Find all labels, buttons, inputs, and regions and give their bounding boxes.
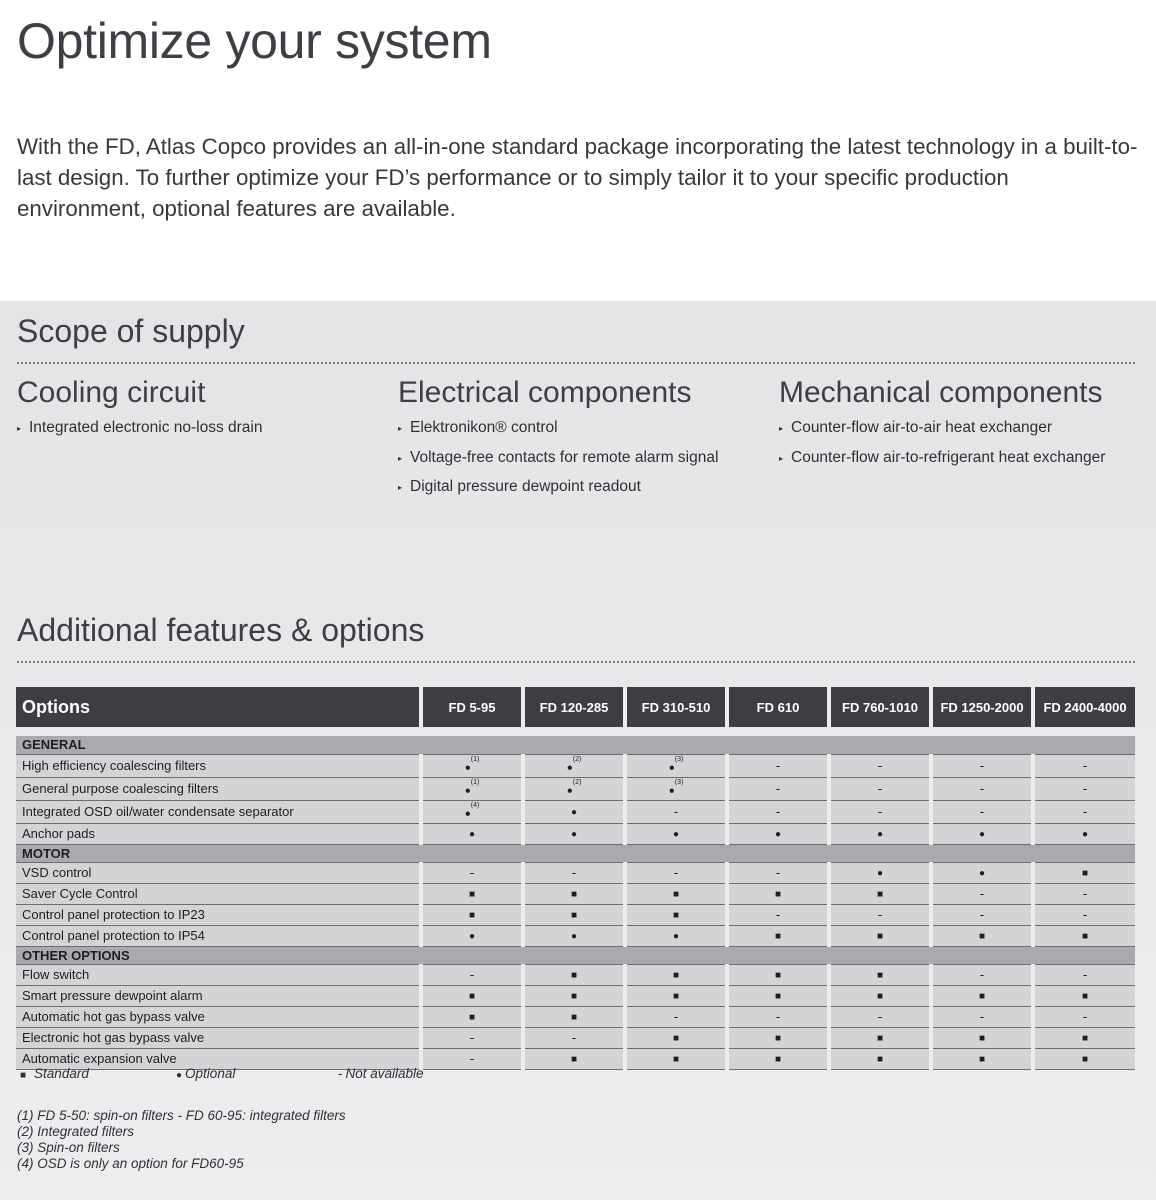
optional-dot-icon: ●: [978, 868, 986, 880]
standard-square-icon: ■: [774, 931, 782, 943]
divider: [17, 362, 1135, 364]
standard-square-icon: ■: [978, 931, 986, 943]
table-row: [16, 986, 1135, 1007]
availability-cell: [829, 905, 931, 926]
not-available-dash-icon: -: [469, 1051, 475, 1067]
availability-cell: [625, 777, 727, 800]
footnote-ref: (1): [470, 755, 480, 763]
option-label: High efficiency coalescing filters: [16, 754, 421, 777]
standard-square-icon: ■: [20, 1070, 27, 1081]
standard-square-icon: ■: [570, 910, 578, 922]
availability-cell: [931, 905, 1033, 926]
availability-cell: [421, 905, 523, 926]
availability-cell: [829, 801, 931, 824]
optional-dot-icon: ●: [468, 829, 476, 841]
availability-cell: [931, 884, 1033, 905]
standard-square-icon: ■: [570, 1012, 578, 1024]
not-available-dash-icon: -: [1082, 757, 1088, 773]
not-available-dash-icon: -: [673, 865, 679, 881]
standard-square-icon: ■: [1081, 931, 1089, 943]
option-label: Integrated OSD oil/water condensate separator: [16, 801, 421, 824]
availability-cell: [727, 1007, 829, 1028]
availability-cell: [931, 1049, 1033, 1070]
page-title: Optimize your system: [17, 13, 492, 69]
availability-cell: [625, 926, 727, 947]
standard-square-icon: ■: [672, 1033, 680, 1045]
category-label: OTHER OPTIONS: [16, 947, 1135, 965]
bullet-triangle-icon: ▸: [398, 453, 403, 463]
header-cell: FD 760-1010: [829, 687, 931, 727]
bullet-triangle-icon: ▸: [779, 424, 784, 433]
standard-square-icon: ■: [672, 991, 680, 1003]
optional-dot-icon: ●: [464, 761, 471, 773]
footnote-ref: (3): [674, 755, 684, 763]
not-available-dash-icon: -: [673, 804, 679, 820]
option-label: Automatic expansion valve: [16, 1049, 421, 1070]
availability-cell: [523, 863, 625, 884]
standard-square-icon: ■: [774, 889, 782, 901]
table-row: [16, 1028, 1135, 1049]
header-cell: Options: [16, 687, 421, 727]
footnote-ref: (2): [572, 755, 582, 763]
table-row: [16, 884, 1135, 905]
availability-cell: [1033, 986, 1135, 1007]
legend-optional: ● Optional: [176, 1066, 236, 1081]
availability-cell: [625, 986, 727, 1007]
availability-cell: [421, 965, 523, 986]
column-heading: Electrical components: [398, 376, 692, 409]
category-row: [16, 947, 1135, 965]
table-row: [16, 754, 1135, 777]
availability-cell: [625, 1007, 727, 1028]
not-available-dash-icon: -: [775, 780, 781, 796]
standard-square-icon: ■: [876, 991, 884, 1003]
availability-cell: [523, 965, 625, 986]
availability-cell: [931, 1028, 1033, 1049]
availability-cell: [1033, 801, 1135, 824]
availability-cell: [523, 777, 625, 800]
legend-standard: ■ Standard: [20, 1066, 89, 1081]
option-label: Control panel protection to IP54: [16, 926, 421, 947]
availability-cell: [829, 1007, 931, 1028]
not-available-dash-icon: -: [1082, 967, 1088, 983]
header-cell: FD 2400-4000: [1033, 687, 1135, 727]
not-available-dash-icon: -: [877, 780, 883, 796]
availability-cell: [421, 986, 523, 1007]
category-label: GENERAL: [16, 736, 1135, 754]
standard-square-icon: ■: [876, 1033, 884, 1045]
optional-dot-icon: ●: [668, 761, 675, 773]
standard-square-icon: ■: [876, 970, 884, 982]
standard-square-icon: ■: [978, 1054, 986, 1066]
options-table: [16, 687, 1135, 1070]
availability-cell: [1033, 965, 1135, 986]
availability-cell: [727, 905, 829, 926]
availability-cell: [931, 986, 1033, 1007]
availability-cell: [1033, 824, 1135, 845]
availability-cell: [523, 905, 625, 926]
table-row: [16, 965, 1135, 986]
availability-cell: [1033, 1028, 1135, 1049]
footnote: (2) Integrated filters: [17, 1124, 135, 1139]
option-label: Flow switch: [16, 965, 421, 986]
availability-cell: [829, 824, 931, 845]
footnote: (4) OSD is only an option for FD60-95: [17, 1156, 244, 1171]
availability-cell: [931, 1007, 1033, 1028]
availability-cell: [727, 824, 829, 845]
not-available-dash-icon: -: [979, 1009, 985, 1025]
standard-square-icon: ■: [978, 1033, 986, 1045]
optional-dot-icon: ●: [672, 931, 680, 943]
table-row: [16, 863, 1135, 884]
option-label: General purpose coalescing filters: [16, 777, 421, 800]
optional-dot-icon: ●: [672, 829, 680, 841]
category-label: MOTOR: [16, 845, 1135, 863]
bullet-triangle-icon: ▸: [398, 483, 403, 492]
not-available-dash-icon: -: [979, 886, 985, 902]
availability-cell: [829, 926, 931, 947]
standard-square-icon: ■: [876, 1054, 884, 1066]
availability-cell: [829, 1028, 931, 1049]
standard-square-icon: ■: [1081, 868, 1089, 880]
standard-square-icon: ■: [1081, 991, 1089, 1003]
not-available-dash-icon: -: [469, 865, 475, 881]
standard-square-icon: ■: [672, 970, 680, 982]
availability-cell: [829, 884, 931, 905]
option-label: Control panel protection to IP23: [16, 905, 421, 926]
optional-dot-icon: ●: [176, 1070, 183, 1081]
availability-cell: [421, 863, 523, 884]
availability-cell: [421, 801, 523, 824]
legend-not-available: - Not available: [338, 1066, 424, 1081]
availability-cell: [1033, 754, 1135, 777]
not-available-dash-icon: -: [571, 865, 577, 881]
table-row: [16, 777, 1135, 800]
availability-cell: [727, 863, 829, 884]
availability-cell: [829, 777, 931, 800]
availability-cell: [625, 863, 727, 884]
availability-cell: [727, 754, 829, 777]
option-label: Anchor pads: [16, 824, 421, 845]
standard-square-icon: ■: [468, 889, 476, 901]
availability-cell: [421, 754, 523, 777]
availability-cell: [523, 824, 625, 845]
availability-cell: [727, 884, 829, 905]
list-item: ▸ Integrated electronic no-loss drain: [17, 419, 263, 436]
optional-dot-icon: ●: [876, 829, 884, 841]
category-row: [16, 845, 1135, 863]
optional-dot-icon: ●: [570, 807, 578, 819]
table-row: [16, 926, 1135, 947]
availability-cell: [625, 884, 727, 905]
availability-cell: [625, 801, 727, 824]
option-label: Saver Cycle Control: [16, 884, 421, 905]
scope-title: Scope of supply: [17, 313, 245, 349]
standard-square-icon: ■: [1081, 1054, 1089, 1066]
optional-dot-icon: ●: [468, 931, 476, 943]
standard-square-icon: ■: [570, 991, 578, 1003]
not-available-dash-icon: -: [877, 804, 883, 820]
optional-dot-icon: ●: [570, 829, 578, 841]
footnote-ref: (1): [470, 778, 480, 786]
availability-cell: [625, 1028, 727, 1049]
not-available-dash-icon: -: [775, 907, 781, 923]
standard-square-icon: ■: [570, 970, 578, 982]
bullet-triangle-icon: ▸: [398, 424, 403, 433]
not-available-dash-icon: -: [1082, 886, 1088, 902]
availability-cell: [1033, 1007, 1135, 1028]
options-title: Additional features & options: [17, 612, 425, 648]
not-available-dash-icon: -: [775, 865, 781, 881]
not-available-dash-icon: -: [979, 757, 985, 773]
option-label: VSD control: [16, 863, 421, 884]
option-label: Smart pressure dewpoint alarm: [16, 986, 421, 1007]
not-available-dash-icon: -: [877, 1009, 883, 1025]
list-item: ▸ Counter-flow air-to-air heat exchanger: [779, 419, 1053, 436]
table-header-row: [16, 687, 1135, 727]
not-available-dash-icon: -: [1082, 1009, 1088, 1025]
optional-dot-icon: ●: [1081, 829, 1089, 841]
availability-cell: [625, 1049, 727, 1070]
standard-square-icon: ■: [1081, 1033, 1089, 1045]
availability-cell: [931, 965, 1033, 986]
table-row: [16, 824, 1135, 845]
standard-square-icon: ■: [468, 1012, 476, 1024]
category-row: [16, 736, 1135, 754]
not-available-dash-icon: -: [1082, 780, 1088, 796]
standard-square-icon: ■: [672, 1054, 680, 1066]
not-available-dash-icon: -: [979, 967, 985, 983]
availability-cell: [421, 1007, 523, 1028]
not-available-dash-icon: -: [1082, 907, 1088, 923]
column-heading: Mechanical components: [779, 376, 1103, 409]
standard-square-icon: ■: [978, 991, 986, 1003]
not-available-dash-icon: -: [571, 1030, 577, 1046]
options-table-body: [16, 727, 1135, 1070]
not-available-dash-icon: -: [338, 1066, 343, 1081]
not-available-dash-icon: -: [775, 804, 781, 820]
availability-cell: [1033, 863, 1135, 884]
not-available-dash-icon: -: [775, 757, 781, 773]
footnote-ref: (4): [470, 802, 480, 810]
availability-cell: [421, 824, 523, 845]
availability-cell: [523, 1049, 625, 1070]
availability-cell: [727, 777, 829, 800]
optional-dot-icon: ●: [464, 785, 471, 797]
not-available-dash-icon: -: [469, 967, 475, 983]
availability-cell: [421, 1028, 523, 1049]
list-item: ▸ Elektronikon® control: [398, 419, 558, 436]
availability-cell: [727, 986, 829, 1007]
table-row: [16, 905, 1135, 926]
availability-cell: [625, 905, 727, 926]
availability-cell: [829, 986, 931, 1007]
not-available-dash-icon: -: [469, 1030, 475, 1046]
availability-cell: [421, 777, 523, 800]
divider: [17, 661, 1135, 663]
availability-cell: [523, 926, 625, 947]
not-available-dash-icon: -: [979, 907, 985, 923]
standard-square-icon: ■: [774, 1054, 782, 1066]
header-cell: FD 1250-2000: [931, 687, 1033, 727]
availability-cell: [625, 824, 727, 845]
intro-paragraph: With the FD, Atlas Copco provides an all-in-one standard package incorporating the latest technology in a built-to-last design. To further optimize your FD’s performance or to simply tailor it to your specific production environment, optional features are available.: [17, 134, 1138, 221]
standard-square-icon: ■: [876, 889, 884, 901]
scope-column-cooling: [17, 376, 263, 449]
availability-cell: [1033, 1049, 1135, 1070]
availability-cell: [625, 965, 727, 986]
option-label: Electronic hot gas bypass valve: [16, 1028, 421, 1049]
optional-dot-icon: ●: [566, 785, 573, 797]
availability-cell: [523, 986, 625, 1007]
scope-column-mechanical: [779, 376, 1105, 478]
table-row: [16, 801, 1135, 824]
footnotes: [17, 1108, 346, 1172]
availability-cell: [1033, 884, 1135, 905]
optional-dot-icon: ●: [876, 868, 884, 880]
availability-cell: [1033, 926, 1135, 947]
availability-cell: [727, 1028, 829, 1049]
bullet-triangle-icon: ▸: [779, 453, 784, 463]
availability-cell: [829, 1049, 931, 1070]
not-available-dash-icon: -: [1082, 804, 1088, 820]
not-available-dash-icon: -: [775, 1009, 781, 1025]
standard-square-icon: ■: [468, 910, 476, 922]
footnote-ref: (3): [674, 778, 684, 786]
list-item: ▸ Counter-flow air-to-refrigerant heat exchanger: [779, 448, 1106, 466]
not-available-dash-icon: -: [673, 1009, 679, 1025]
scope-column-electrical: [398, 376, 718, 508]
availability-cell: [523, 754, 625, 777]
availability-cell: [421, 1049, 523, 1070]
optional-dot-icon: ●: [464, 808, 471, 820]
availability-cell: [523, 801, 625, 824]
optional-dot-icon: ●: [774, 829, 782, 841]
footnote: (1) FD 5-50: spin-on filters - FD 60-95: integrated filters: [17, 1108, 346, 1123]
column-heading: Cooling circuit: [17, 376, 206, 409]
not-available-dash-icon: -: [979, 780, 985, 796]
availability-cell: [421, 884, 523, 905]
availability-cell: [931, 777, 1033, 800]
intro-section: [0, 0, 1156, 301]
standard-square-icon: ■: [570, 889, 578, 901]
not-available-dash-icon: -: [979, 804, 985, 820]
footnote-ref: (2): [572, 778, 582, 786]
availability-cell: [829, 863, 931, 884]
standard-square-icon: ■: [570, 1054, 578, 1066]
header-cell: FD 5-95: [421, 687, 523, 727]
bullet-triangle-icon: ▸: [17, 424, 22, 433]
availability-cell: [931, 926, 1033, 947]
availability-cell: [931, 824, 1033, 845]
availability-cell: [523, 1028, 625, 1049]
availability-cell: [727, 1049, 829, 1070]
availability-cell: [931, 754, 1033, 777]
list-item: ▸ Digital pressure dewpoint readout: [398, 478, 641, 495]
optional-dot-icon: ●: [566, 761, 573, 773]
availability-cell: [727, 801, 829, 824]
header-cell: FD 310-510: [625, 687, 727, 727]
standard-square-icon: ■: [774, 991, 782, 1003]
optional-dot-icon: ●: [668, 785, 675, 797]
footnote: (3) Spin-on filters: [17, 1140, 120, 1155]
table-row: [16, 1007, 1135, 1028]
optional-dot-icon: ●: [570, 931, 578, 943]
standard-square-icon: ■: [468, 991, 476, 1003]
availability-cell: [523, 884, 625, 905]
availability-cell: [421, 926, 523, 947]
not-available-dash-icon: -: [877, 757, 883, 773]
optional-dot-icon: ●: [978, 829, 986, 841]
standard-square-icon: ■: [774, 1033, 782, 1045]
availability-cell: [1033, 905, 1135, 926]
option-label: Automatic hot gas bypass valve: [16, 1007, 421, 1028]
availability-cell: [727, 965, 829, 986]
availability-cell: [829, 754, 931, 777]
availability-cell: [829, 965, 931, 986]
availability-cell: [625, 754, 727, 777]
standard-square-icon: ■: [672, 889, 680, 901]
not-available-dash-icon: -: [877, 907, 883, 923]
standard-square-icon: ■: [672, 910, 680, 922]
list-item: ▸ Voltage-free contacts for remote alarm signal: [398, 448, 719, 466]
header-cell: FD 120-285: [523, 687, 625, 727]
availability-cell: [931, 801, 1033, 824]
availability-cell: [727, 926, 829, 947]
availability-cell: [931, 863, 1033, 884]
availability-cell: [1033, 777, 1135, 800]
header-cell: FD 610: [727, 687, 829, 727]
standard-square-icon: ■: [774, 970, 782, 982]
standard-square-icon: ■: [876, 931, 884, 943]
availability-cell: [523, 1007, 625, 1028]
